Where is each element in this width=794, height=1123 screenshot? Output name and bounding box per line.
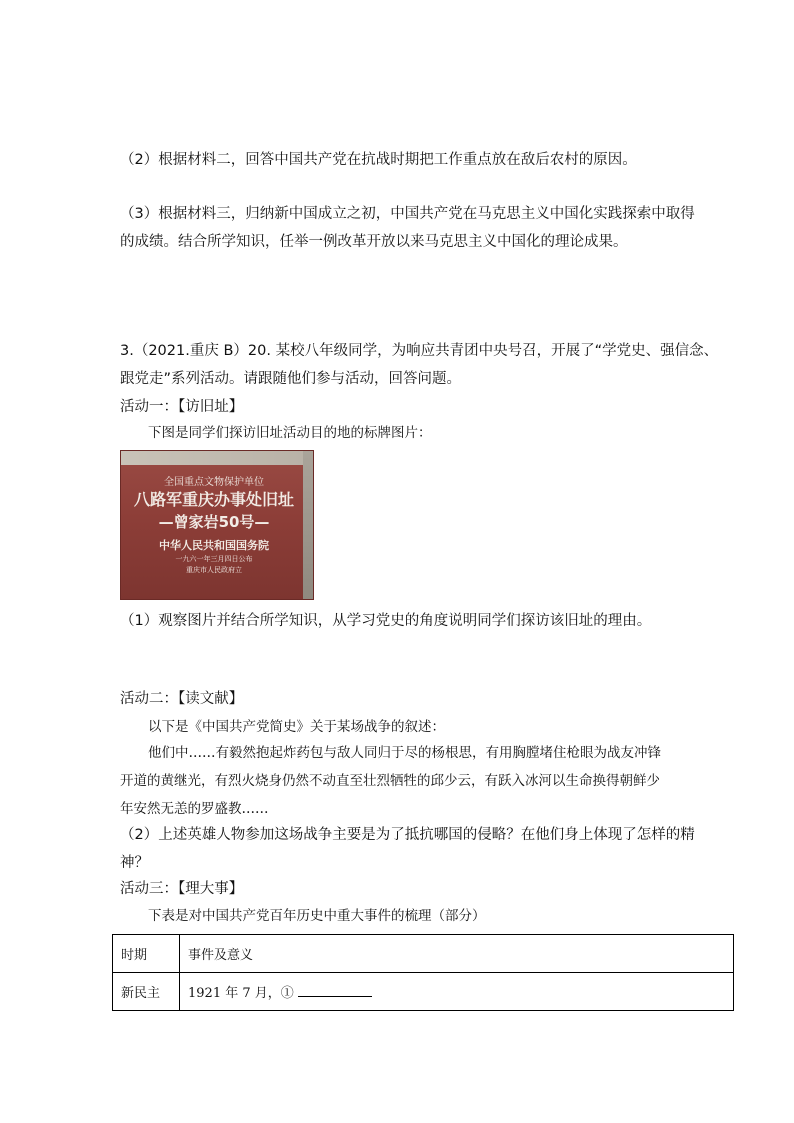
activity-3-heading: 活动三：【理大事】 — [120, 881, 244, 897]
plaque-line: —曾家岩50号— — [158, 513, 270, 531]
problem-3-line1: 3.（2021.重庆 B）20. 某校八年级同学，为响应共青团中央号召，开展了“学党史、强信念、 — [120, 343, 719, 359]
sub-question-2-line2: 神？ — [120, 855, 149, 871]
question-2: （2）根据材料二，回答中国共产党在抗战时期把工作重点放在敌后农村的原因。 — [120, 152, 637, 168]
activity-1-heading: 活动一：【访旧址】 — [120, 399, 244, 415]
answer-blank[interactable] — [298, 982, 372, 997]
activity-3-intro: 下表是对中国共产党百年历史中重大事件的梳理（部分） — [148, 908, 486, 924]
table-header-cell: 时期 — [113, 935, 180, 973]
plaque-line: 中华人民共和国国务院 — [159, 539, 269, 552]
activity-2-heading: 活动二：【读文献】 — [120, 691, 244, 707]
table-cell-text: 1921 年 7 月，① — [188, 986, 294, 1001]
activity-1-intro: 下图是同学们探访旧址活动目的地的标牌图片： — [148, 425, 432, 441]
sub-question-1: （1）观察图片并结合所学知识，从学习党史的角度说明同学们探访该旧址的理由。 — [120, 613, 652, 629]
quote-line: 开道的黄继光，有烈火烧身仍然不动直至壮烈牺牲的邱少云，有跃入冰河以生命换得朝鲜少 — [120, 773, 660, 789]
events-table — [112, 934, 734, 1011]
plaque-line: 全国重点文物保护单位 — [164, 477, 264, 488]
quote-line: 他们中……有毅然抱起炸药包与敌人同归于尽的杨根思，有用胸膛堵住枪眼为战友冲锋 — [148, 745, 661, 761]
table-header-row — [113, 935, 734, 973]
question-3-line1: （3）根据材料三，归纳新中国成立之初，中国共产党在马克思主义中国化实践探索中取得 — [120, 206, 695, 222]
table-header-cell: 事件及意义 — [180, 935, 734, 973]
table-cell: 新民主 — [113, 973, 180, 1011]
plaque-line: 重庆市人民政府立 — [186, 566, 242, 574]
sub-question-2-line1: （2）上述英雄人物参加这场战争主要是为了抵抗哪国的侵略？在他们身上体现了怎样的精 — [120, 827, 695, 843]
plaque-line: 一九六一年三月四日公布 — [175, 555, 253, 563]
plaque-line: 八路军重庆办事处旧址 — [133, 490, 294, 509]
question-3-line2: 的成绩。结合所学知识，任举一例改革开放以来马克思主义中国化的理论成果。 — [120, 234, 628, 250]
activity-2-intro: 以下是《中国共产党简史》关于某场战争的叙述： — [148, 719, 445, 735]
problem-3-line2: 跟党走”系列活动。请跟随他们参与活动，回答问题。 — [120, 371, 462, 387]
plaque-photo — [120, 450, 314, 600]
table-row — [113, 973, 734, 1011]
table-cell-with-blank — [180, 973, 734, 1011]
quote-line: 年安然无恙的罗盛教…… — [120, 801, 269, 817]
